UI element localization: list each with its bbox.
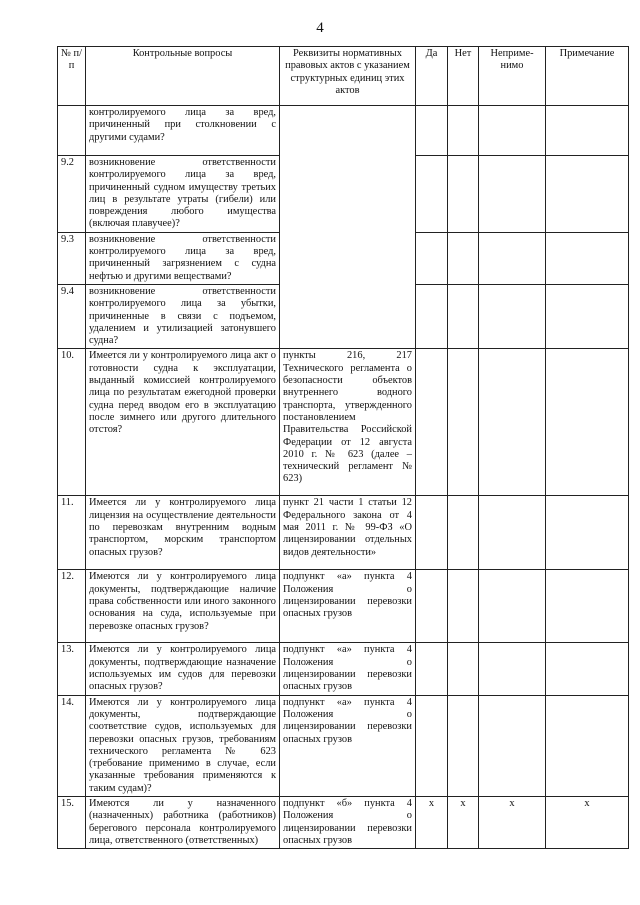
cell-na: x	[479, 797, 546, 849]
cell-yes: x	[416, 797, 448, 849]
cell-no	[448, 156, 479, 233]
row-question: Имеются ли у контролируемого лица документы, подтверждающие назначение используемых им судов для перевозки опасных грузов?	[86, 643, 280, 695]
cell-yes	[416, 284, 448, 348]
cell-na	[479, 284, 546, 348]
header-num: № п/п	[58, 47, 86, 106]
cell-no	[448, 232, 479, 284]
row-reference: подпункт «а» пункта 4 Положения о лицензировании перевозки опасных грузов	[280, 643, 416, 695]
cell-no	[448, 695, 479, 796]
row-question: возникновение ответственности контролируемого лица за убытки, причиненные в связи с подъемом, удалением и утилизацией затонувшего судна?	[86, 284, 280, 348]
row-number: 14.	[58, 695, 86, 796]
header-yes: Да	[416, 47, 448, 106]
row-number: 9.4	[58, 284, 86, 348]
table-header-row	[58, 47, 629, 106]
cell-na	[479, 496, 546, 570]
cell-note	[546, 284, 629, 348]
row-reference: подпункт «б» пункта 4 Положения о лицензировании перевозки опасных грузов	[280, 797, 416, 849]
cell-na	[479, 156, 546, 233]
table-row	[58, 643, 629, 695]
cell-yes	[416, 643, 448, 695]
header-na: Неприме- нимо	[479, 47, 546, 106]
table-row	[58, 349, 629, 496]
row-number: 9.3	[58, 232, 86, 284]
cell-yes	[416, 156, 448, 233]
header-question: Контрольные вопросы	[86, 47, 280, 106]
row-question: контролируемого лица за вред, причиненный при столкновении с другими судами?	[86, 106, 280, 156]
row-number	[58, 106, 86, 156]
row-question: возникновение ответственности контролируемого лица за вред, причиненный загрязнением с судна нефтью и другими веществами?	[86, 232, 280, 284]
cell-no	[448, 570, 479, 643]
cell-na	[479, 232, 546, 284]
cell-no	[448, 496, 479, 570]
row-number: 13.	[58, 643, 86, 695]
row-number: 10.	[58, 349, 86, 496]
row-question: Имеются ли у назначенного (назначенных) работника (работников) берегового персонала контролируемого лица, ответственного (ответственных)	[86, 797, 280, 849]
cell-note	[546, 349, 629, 496]
row-number: 15.	[58, 797, 86, 849]
cell-yes	[416, 496, 448, 570]
cell-note	[546, 232, 629, 284]
cell-note	[546, 496, 629, 570]
cell-note: x	[546, 797, 629, 849]
cell-no	[448, 349, 479, 496]
checklist-table	[57, 46, 629, 849]
row-reference-merged	[280, 106, 416, 349]
row-question: Имеются ли у контролируемого лица документы, подтверждающие соответствие судов, используемых для перевозки опасных грузов, требованиям технического регламента № 623 (требование применимо в случае, если указанные требования применяются к таким судам)?	[86, 695, 280, 796]
row-reference: подпункт «а» пункта 4 Положения о лицензировании перевозки опасных грузов	[280, 695, 416, 796]
cell-note	[546, 156, 629, 233]
cell-na	[479, 643, 546, 695]
header-no: Нет	[448, 47, 479, 106]
cell-yes	[416, 106, 448, 156]
cell-no	[448, 106, 479, 156]
row-reference: пункты 216, 217 Технического регламента о безопасности объектов внутреннего водного транспорта, утвержденного постановлением Правительства Российской Федерации от 12 августа 2010 г. № 623 (далее – технический регламент № 623)	[280, 349, 416, 496]
header-note: Примечание	[546, 47, 629, 106]
row-reference: подпункт «а» пункта 4 Положения о лицензировании перевозки опасных грузов	[280, 570, 416, 643]
page-number: 4	[316, 20, 324, 36]
cell-yes	[416, 570, 448, 643]
table-row	[58, 106, 629, 156]
cell-no: x	[448, 797, 479, 849]
cell-na	[479, 349, 546, 496]
row-question: Имеются ли у контролируемого лица документы, подтверждающие наличие права собственности или иного законного основания на суда, используемые при перевозке опасных грузов?	[86, 570, 280, 643]
cell-na	[479, 695, 546, 796]
cell-na	[479, 106, 546, 156]
cell-note	[546, 106, 629, 156]
row-reference: пункт 21 части 1 статьи 12 Федерального закона от 4 мая 2011 г. № 99-ФЗ «О лицензировании отдельных видов деятельности»	[280, 496, 416, 570]
cell-note	[546, 570, 629, 643]
row-question: Имеется ли у контролируемого лица лицензия на осуществление деятельности по перевозкам внутренним водным транспортом, морским транспортом опасных грузов?	[86, 496, 280, 570]
table-row	[58, 695, 629, 796]
row-number: 12.	[58, 570, 86, 643]
table-row	[58, 570, 629, 643]
cell-na	[479, 570, 546, 643]
cell-yes	[416, 695, 448, 796]
row-number: 9.2	[58, 156, 86, 233]
cell-note	[546, 695, 629, 796]
cell-yes	[416, 232, 448, 284]
row-number: 11.	[58, 496, 86, 570]
cell-no	[448, 284, 479, 348]
cell-note	[546, 643, 629, 695]
header-reference: Реквизиты нормативных правовых актов с указанием структурных единиц этих актов	[280, 47, 416, 106]
row-question: возникновение ответственности контролируемого лица за вред, причиненный судном имуществу третьих лиц в результате утраты (гибели) или повреждения любого имущества (включая плавучее)?	[86, 156, 280, 233]
table-row	[58, 496, 629, 570]
cell-no	[448, 643, 479, 695]
row-question: Имеется ли у контролируемого лица акт о готовности судна к эксплуатации, выданный комиссией контролируемого лица по результатам ежегодной проверки судна перед вводом его в эксплуатацию после зимнего или другого длительного отстоя?	[86, 349, 280, 496]
table-row	[58, 797, 629, 849]
cell-yes	[416, 349, 448, 496]
